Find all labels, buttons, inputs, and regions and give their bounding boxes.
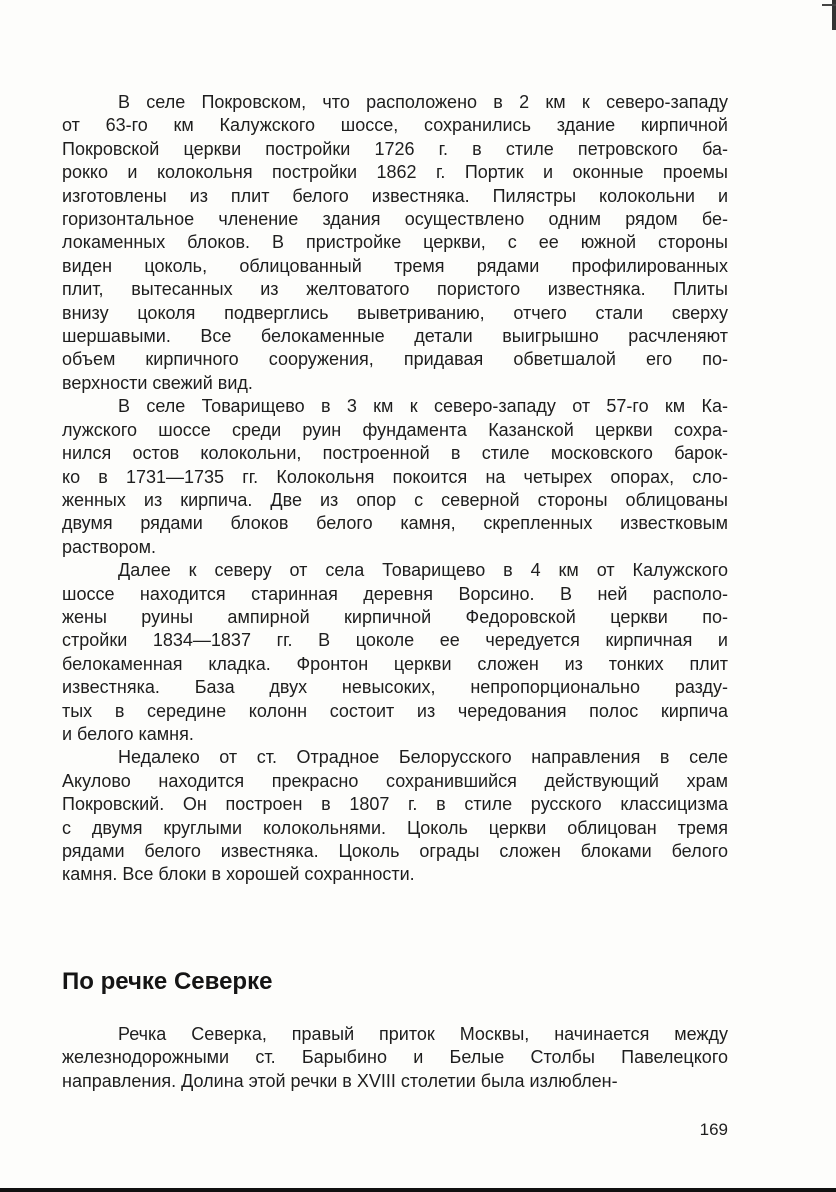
text-line: женных из кирпича. Две из опор с северной стороны облицованы bbox=[62, 489, 728, 510]
text-line: известняка. База двух невысоких, непропорционально разду- bbox=[62, 677, 728, 698]
text-line: Покровской церкви постройки 1726 г. в стиле петровского ба- bbox=[62, 138, 728, 159]
text-line: шоссе находится старинная деревня Ворсино. В ней располо- bbox=[62, 583, 728, 604]
text-line: рокко и колокольня постройки 1862 г. Портик и оконные проемы bbox=[62, 162, 728, 183]
text-line: локаменных блоков. В пристройке церкви, с ее южной стороны bbox=[62, 232, 728, 253]
scan-bottom-edge bbox=[0, 1188, 836, 1192]
text-line: Покровский. Он построен в 1807 г. в стиле русского классицизма bbox=[62, 794, 728, 815]
section-first-paragraph bbox=[62, 1023, 728, 1093]
text-line: В селе Товарищево в 3 км к северо-западу от 57-го км Ка- bbox=[118, 396, 728, 417]
text-line: виден цоколь, облицованный тремя рядами профилированных bbox=[62, 255, 728, 276]
text-line: белокаменная кладка. Фронтон церкви сложен из тонких плит bbox=[62, 653, 728, 674]
paragraph bbox=[62, 559, 728, 746]
text-line: тых в середине колонн состоит из чередования полос кирпича bbox=[62, 700, 728, 721]
paragraph bbox=[62, 395, 728, 559]
text-line: камня. Все блоки в хорошей сохранности. bbox=[62, 864, 415, 885]
text-line: В селе Покровском, что расположено в 2 км к северо-западу bbox=[118, 92, 728, 112]
text-line: направления. Долина этой речки в XVIII столетии была излюблен- bbox=[62, 1070, 618, 1091]
text-line: с двумя круглыми колокольнями. Цоколь церкви облицован тремя bbox=[62, 817, 728, 838]
text-line: горизонтальное членение здания осуществлено одним рядом бе- bbox=[62, 209, 728, 230]
paragraph bbox=[62, 746, 728, 886]
text-line: двумя рядами блоков белого камня, скрепленных известковым bbox=[62, 513, 728, 534]
text-line: ко в 1731—1735 гг. Колокольня покоится на четырех опорах, сло- bbox=[62, 466, 728, 487]
text-line: рядами белого известняка. Цоколь ограды сложен блоками белого bbox=[62, 841, 728, 861]
text-line: плит, вытесанных из желтоватого пористого известняка. Плиты bbox=[62, 279, 728, 300]
text-line: железнодорожными ст. Барыбино и Белые Столбы Павелецкого bbox=[62, 1047, 728, 1068]
text-line: раствором. bbox=[62, 536, 157, 557]
text-line: объем кирпичного сооружения, придавая обветшалой его по- bbox=[62, 349, 728, 370]
text-line: внизу цоколя подверглись выветриванию, отчего стали сверху bbox=[62, 302, 728, 323]
text-line: Недалеко от ст. Отрадное Белорусского направления в селе bbox=[118, 747, 728, 768]
text-line: Далее к северу от села Товарищево в 4 км от Калужского bbox=[118, 560, 728, 581]
body-text bbox=[62, 91, 728, 887]
paragraph bbox=[62, 91, 728, 395]
text-line: стройки 1834—1837 гг. В цоколе ее чередуется кирпичная и bbox=[62, 630, 728, 651]
text-line: изготовлены из плит белого известняка. Пилястры колокольни и bbox=[62, 185, 728, 206]
text-line: от 63-го км Калужского шоссе, сохранились здание кирпичной bbox=[62, 115, 728, 136]
text-line: лужского шоссе среди руин фундамента Казанской церкви сохра- bbox=[62, 419, 728, 440]
text-line: Речка Северка, правый приток Москвы, начинается между bbox=[118, 1024, 728, 1044]
text-line: и белого камня. bbox=[62, 723, 194, 744]
text-line: Акулово находится прекрасно сохранившийся действующий храм bbox=[62, 770, 728, 791]
text-line: верхности свежий вид. bbox=[62, 372, 253, 393]
page-number: 169 bbox=[699, 1120, 728, 1139]
text-line: жены руины ампирной кирпичной Федоровской церкви по- bbox=[62, 606, 728, 627]
section-heading: По речке Северке bbox=[62, 968, 273, 995]
text-line: шершавыми. Все белокаменные детали выигрышно расчленяют bbox=[62, 326, 728, 347]
scan-edge-mark bbox=[822, 4, 836, 6]
text-line: нился остов колокольни, построенной в стиле московского барок- bbox=[62, 443, 728, 464]
